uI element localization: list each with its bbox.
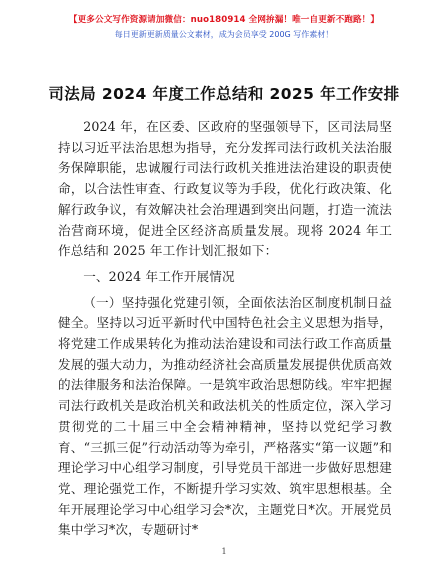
promo-banner-line-1: 【更多公文写作资源请加微信：nuo180914 全网拚漏！唯一自更新不跑路！】 <box>68 15 380 25</box>
page-number: 1 <box>221 547 227 556</box>
document-title: 司法局 2024 年度工作总结和 2025 年工作安排 <box>48 85 400 103</box>
promo-banner-line-2: 每日更新更新质量公文素材，成为会员享受 200G 写作素材！ <box>114 30 334 39</box>
section-heading: 一、2024 年工作开展情况 <box>83 268 235 284</box>
body-paragraph: （一）坚持强化党建引领，全面依法治区制度机制日益健全。坚持以习近平新时代中国特色社会主义思想为指导，将党建工作成果转化为推动法治建设和司法行政工作高质量发展的强大动力，为推动经济社会高质量发展提供优质高效的法律服务和法治保障。一是筑牢政治思想防线。牢牢把握司法行政机关是政治机关和政法机关的性质定位，深入学习贯彻党的二十届三中全会精神精神，坚持以党纪学习教育、“三抓三促”行动活动等为牵引，严格落实“第一议题”和理论学习中心组学习制度，引导党员干部进一步做好思想建党、理论强党工作，不断提升学习实效、筑牢思想根基。全年开展理论学习中心组学习会*次，主题党日*次。开展党员集中学习*次，专题研讨* <box>58 294 392 538</box>
intro-paragraph: 2024 年，在区委、区政府的坚强领导下，区司法局坚持以习近平法治思想为指导，充分发挥司法行政机关法治服务保障职能，忠诚履行司法行政机关推进法治建设的职责使命，以合法性审查、行政复议等为手段，优化行政决策、化解行政争议，有效解决社会治理遇到突出问题，打造一流法治营商环境，促进全区经济高质量发展。现将 2024 年工作总结和 2025 年工作计划汇报如下： <box>58 119 392 259</box>
document-body <box>58 117 392 541</box>
promo-banner <box>0 14 448 41</box>
